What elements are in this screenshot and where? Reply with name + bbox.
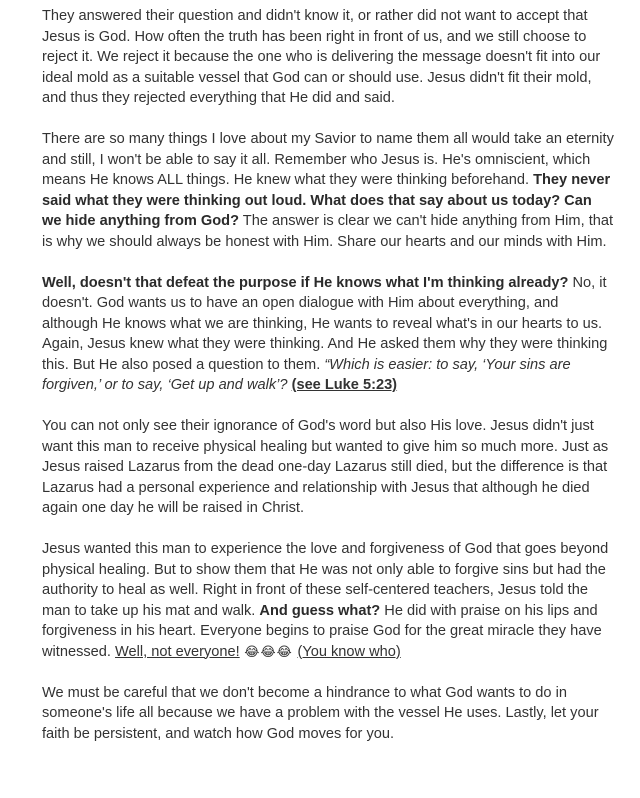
paragraph-3-bold: Well, doesn't that defeat the purpose if He knows what I'm thinking already?	[42, 274, 569, 291]
paragraph-5-text: You can not only see their ignorance of God's word but also His love. Jesus didn't just want this man to receive physical healing but wanted to give him so much more. Just as Jesus raised Lazarus from the dead one-day Lazarus still died, but the difference is that Lazarus had a personal experience and relationship with Jesus that although he died again one day he will be raised in Christ.	[42, 418, 609, 516]
paragraph-7-text: We must be careful that we don't become a hindrance to what God wants to do in someone's life all because we have a problem with the vessel He uses. Lastly, let your faith be persistent, and watch how God moves for you.	[42, 684, 599, 742]
paragraph-3-text: No, it doesn't. God wants us to have an open dialogue with Him about everything, and although He knows what we are thinking, He wants to reveal what's in our hearts to us.	[42, 274, 607, 332]
paragraph-2-text-c: The answer is clear we can't hide anything from Him, that is why we should always be honest with Him. Share our hearts and our minds with Him.	[42, 213, 614, 250]
paragraph-1	[42, 6, 614, 109]
paragraph-2-text-a: There are so many things I love about my Savior to name them all would take an eternity and still, I won't be able to say it all. Remember who Jesus is. He's omniscient, which means He knows ALL things. He knew what they were thinking beforehand.	[42, 131, 614, 188]
paragraph-2-bold: They never said what they were thinking out loud. What does that say about us today? Can we hide anything from God?	[42, 172, 611, 229]
luke-reference-link[interactable]: (see Luke 5:23)	[291, 377, 398, 393]
paragraph-7	[42, 683, 614, 745]
paragraph-5	[42, 416, 614, 519]
paragraph-6	[42, 539, 614, 662]
paragraph-2	[42, 129, 614, 252]
scripture-quote: “Which is easier: to say, ‘Your sins are forgiven,’ or to say, ‘Get up and walk’?	[42, 356, 571, 393]
laughing-emoji-icons: 😂😂😂	[239, 643, 298, 659]
not-everyone-link[interactable]: Well, not everyone!	[115, 643, 240, 660]
paragraph-6-bold: And guess what?	[259, 602, 381, 619]
paragraph-4-text: Again, Jesus knew what they were thinking. And He asked them why they were thinking this. But He also posed a question to them.	[42, 336, 608, 373]
paragraph-6-text-a: Jesus wanted this man to experience the love and forgiveness of God that goes beyond physical healing. But to show them that He was not only able to forgive sins but had the authority to heal as well. Right in front of these self-centered teachers, Jesus told the man to take up his mat and walk.	[42, 541, 609, 619]
paragraph-1-text: They answered their question and didn't know it, or rather did not want to accept that Jesus is God. How often the truth has been right in front of us, and we still choose to reject it. We reject it because the one who is delivering the message doesn't fit into our ideal mold as a suitable vessel that God can or should use. Jesus didn't fit their mold, and thus they rejected everything that He did and said.	[42, 8, 601, 106]
paragraph-3	[42, 273, 614, 335]
you-know-who-link[interactable]: (You know who)	[297, 643, 401, 660]
paragraph-4	[42, 334, 614, 396]
paragraph-6-text-c: He did with praise on his lips and forgiveness in his heart. Everyone begins to praise God for the great miracle they have witnessed.	[42, 602, 602, 660]
